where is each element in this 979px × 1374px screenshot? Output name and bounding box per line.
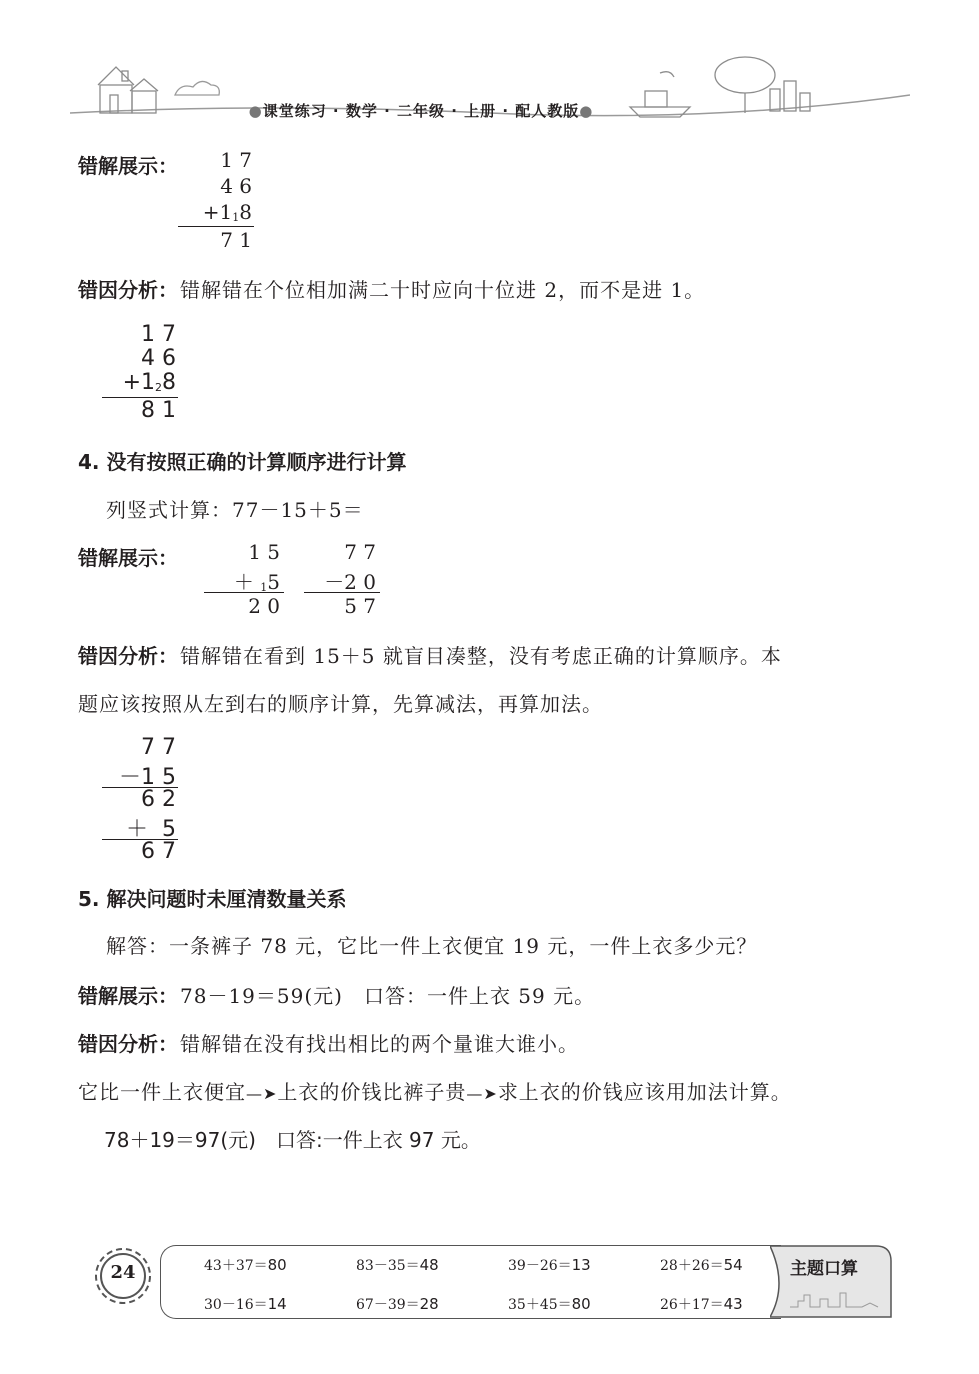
vertical-calc-wrong-a: 1 5 ＋ 15 2 0	[200, 540, 290, 620]
exercise-item: 39－26＝13	[508, 1256, 591, 1274]
house-icon	[98, 67, 158, 113]
exercise-item: 30－16＝14	[204, 1295, 287, 1313]
header-decoration	[70, 55, 910, 135]
exercise-item: 67－39＝28	[356, 1295, 439, 1313]
wrong-solution-label: 错解展示：	[78, 546, 178, 570]
prompt-4: 列竖式计算：77－15＋5＝	[106, 498, 364, 522]
analysis-label: 错因分析：	[78, 278, 178, 302]
topic-label: 主题口算	[790, 1259, 858, 1279]
arrow-right-icon: —➤	[246, 1084, 278, 1103]
wrong-solution-label: 错解展示：	[78, 154, 178, 178]
vertical-calc-wrong: 1 7 4 6 +118 7 1	[170, 148, 260, 248]
analysis-label: 错因分析：	[78, 644, 178, 668]
page-number: 24	[110, 1262, 136, 1283]
analysis-text: 错解错在没有找出相比的两个量谁大谁小。	[180, 1032, 579, 1056]
header-title: ●课堂练习 · 数学 · 二年级 · 上册 · 配人教版●	[248, 102, 594, 120]
wrong-solution-text: 78－19＝59(元) 口答：一件上衣 59 元。	[180, 984, 596, 1008]
vertical-calc-wrong-b: 7 7 －2 0 5 7	[300, 540, 382, 620]
cloud-icon	[175, 81, 219, 95]
reasoning-step-2: 上衣的价钱比裤子贵	[277, 1080, 467, 1104]
vertical-calc-correct: 1 7 4 6 +128 8 1	[100, 322, 182, 422]
exercise-item: 26＋17＝43	[660, 1295, 743, 1313]
analysis-text-line2: 题应该按照从左到右的顺序计算，先算减法，再算加法。	[78, 692, 603, 716]
correct-answer-text: 78＋19＝97(元) 口答:一件上衣 97 元。	[104, 1128, 481, 1152]
wrong-solution-label: 错解展示：	[78, 984, 178, 1008]
section-heading-4: 4. 没有按照正确的计算顺序进行计算	[78, 450, 407, 474]
vertical-calc-correct: 7 7 －1 5 6 2 ＋ 5 6 7	[100, 735, 182, 865]
boat-icon	[630, 72, 690, 117]
exercise-item: 35＋45＝80	[508, 1295, 591, 1313]
tree-icon	[715, 57, 775, 113]
reasoning-step-1: 它比一件上衣便宜	[78, 1080, 246, 1104]
exercise-item: 83－35＝48	[356, 1256, 439, 1274]
prompt-5: 解答：一条裤子 78 元，它比一件上衣便宜 19 元，一件上衣多少元？	[106, 934, 758, 958]
exercise-item: 28＋26＝54	[660, 1256, 743, 1274]
analysis-text: 错解错在个位相加满二十时应向十位进 2，而不是进 1。	[180, 278, 706, 302]
exercise-item: 43＋37＝80	[204, 1256, 287, 1274]
quick-calc-grid	[160, 1245, 780, 1317]
analysis-text-line1: 错解错在看到 15＋5 就盲目凑整，没有考虑正确的计算顺序。本	[180, 644, 782, 668]
arrow-right-icon: —➤	[466, 1084, 498, 1103]
analysis-label: 错因分析：	[78, 1032, 178, 1056]
reasoning-chain	[78, 1076, 792, 1105]
section-heading-5: 5. 解决问题时未厘清数量关系	[78, 887, 347, 911]
reasoning-step-3: 求上衣的价钱应该用加法计算。	[497, 1080, 792, 1104]
